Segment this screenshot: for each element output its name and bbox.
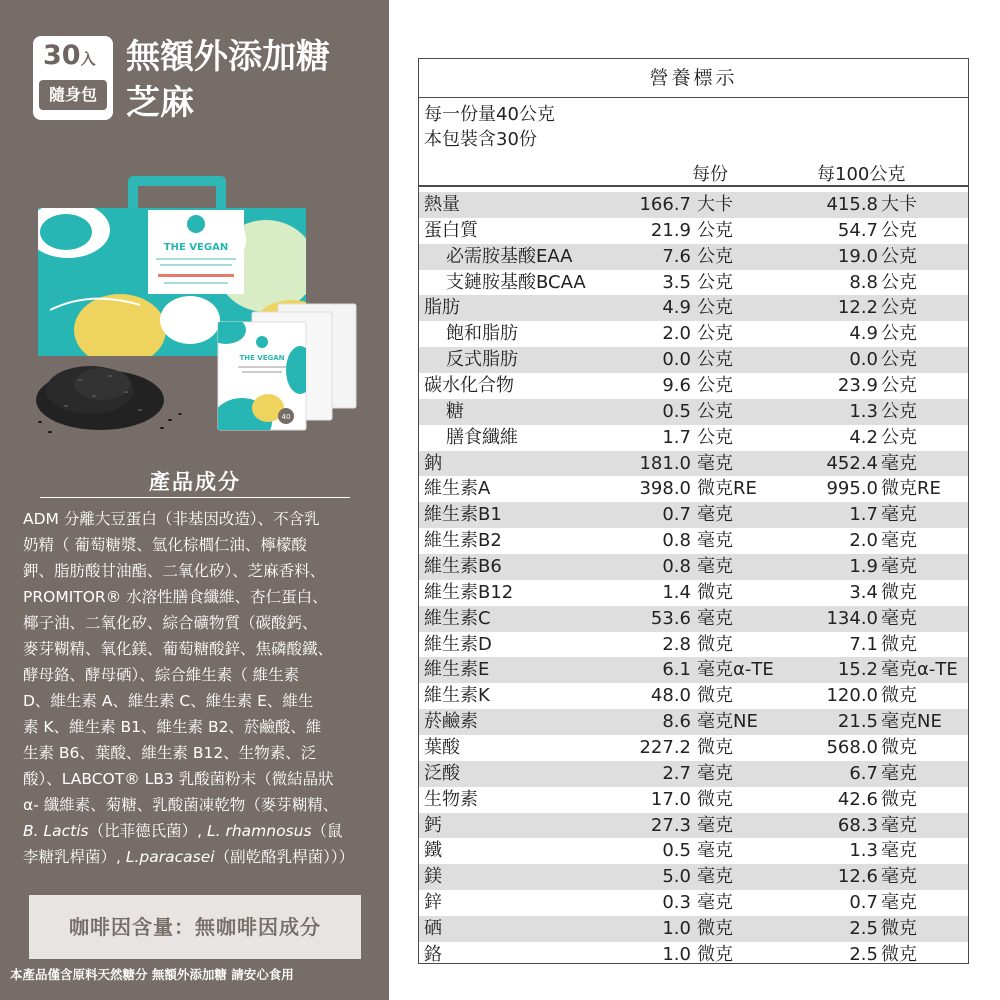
per-100g-value: 3.4 [849,581,878,603]
per-serving-unit: 毫克 [697,452,733,474]
nutrient-row [419,942,968,968]
nutrient-name: 維生素B6 [424,556,502,578]
badge-count: 30 [43,40,81,71]
per-100g-unit: 毫克 [881,840,917,862]
per-serving-value: 166.7 [639,194,691,215]
per-serving-unit: 微克 [697,918,733,940]
per-100g-unit: 公克 [881,400,917,422]
per-serving-value: 0.8 [662,556,691,578]
nutrient-row [419,347,968,373]
per-serving-unit: 毫克α-TE [697,659,774,681]
per-serving-value: 4.9 [662,297,691,319]
per-100g-value: 68.3 [837,814,878,836]
per-100g-unit: 毫克NE [881,711,942,733]
nutrient-name: 維生素C [424,607,491,629]
nutrient-row [419,735,968,761]
per-100g-unit: 毫克 [881,607,917,629]
sachet-badge: 40 [281,413,291,421]
per-serving-unit: 毫克 [697,504,733,526]
nutrient-name: 硒 [424,918,442,940]
per-100g-value: 2.5 [849,918,878,940]
per-100g-value: 415.8 [826,194,878,215]
per-serving-unit: 毫克 [697,556,733,578]
per-100g-unit: 毫克 [881,892,917,914]
per-serving-value: 0.5 [662,400,691,422]
per-100g-unit: 毫克 [881,504,917,526]
badge-label: 隨身包 [39,80,107,110]
nutrient-name: 反式脂肪 [446,349,518,371]
nutrient-row [419,554,968,580]
per-100g-value: 21.5 [837,711,878,733]
per-100g-value: 0.7 [849,892,878,914]
nutrient-name: 鋅 [424,892,442,914]
species-name: L. rhamnosus [206,822,312,840]
nutrient-row [419,580,968,606]
badge-count-line [43,40,96,71]
per-100g-unit: 微克RE [881,478,941,500]
nutrient-name: 飽和脂肪 [446,323,518,345]
per-100g-value: 15.2 [837,659,878,681]
per-100g-unit: 微克 [881,685,917,707]
per-100g-value: 12.2 [837,297,878,319]
per-serving-unit: 公克 [697,297,733,319]
table-divider [419,185,968,187]
nutrition-title: 營養標示 [419,59,968,98]
per-100g-unit: 微克 [881,633,917,655]
nutrient-name: 鈉 [424,452,442,474]
species-note: （副乾酪乳桿菌））） [214,848,355,866]
per-100g-value: 8.8 [849,271,878,293]
per-100g-unit: 公克 [881,426,917,448]
per-serving-value: 8.6 [662,711,691,733]
per-serving-value: 6.1 [662,659,691,681]
nutrient-name: 膳食纖維 [446,426,518,448]
ingredients-line: 酵母鉻、酵母硒）、綜合維生素（ 維生素 [23,666,300,684]
nutrient-name: 蛋白質 [424,219,478,241]
nutrient-name: 鉻 [424,943,442,965]
per-100g-unit: 毫克 [881,866,917,888]
per-serving-value: 0.7 [662,504,691,526]
ingredients-line: 麥芽糊精、氧化鎂、葡萄糖酸鋅、焦磷酸鐵、 [23,640,334,658]
product-title-line1: 無額外添加糖 [126,37,330,77]
per-serving-value: 1.4 [662,581,691,603]
nutrient-name: 脂肪 [424,297,460,319]
per-100g-unit: 毫克 [881,762,917,784]
nutrient-rows [419,192,968,968]
per-serving-value: 227.2 [639,737,691,759]
per-100g-value: 6.7 [849,762,878,784]
per-serving-value: 398.0 [639,478,691,500]
species-name: B. Lactis [23,822,89,840]
ingredients-divider [40,497,350,498]
per-serving-unit: 毫克 [697,762,733,784]
per-serving-value: 27.3 [650,814,691,836]
per-serving-unit: 微克 [697,685,733,707]
nutrient-name: 維生素B1 [424,504,502,526]
nutrient-row [419,218,968,244]
per-serving-unit: 微克 [697,788,733,810]
per-100g-value: 0.0 [849,349,878,371]
per-serving-value: 0.5 [662,840,691,862]
nutrition-table [418,58,969,964]
nutrient-row [419,838,968,864]
box-handle [128,176,226,208]
caffeine-content: 咖啡因含量：無咖啡因成分 [29,895,361,959]
ingredients-heading: 產品成分 [149,470,241,494]
nutrient-name: 生物素 [424,788,478,810]
product-photo [30,170,370,445]
per-100g-unit: 公克 [881,271,917,293]
per-serving-unit: 微克 [697,943,733,965]
nutrient-row [419,399,968,425]
per-serving-value: 181.0 [639,452,691,474]
nutrient-row [419,761,968,787]
nutrient-name: 維生素K [424,685,490,707]
per-100g-unit: 微克 [881,788,917,810]
species-name: L.paracasei [125,848,215,866]
per-serving-value: 3.5 [662,271,691,293]
per-serving-unit: 毫克 [697,607,733,629]
nutrient-name: 鎂 [424,866,442,888]
nutrient-row [419,192,968,218]
ingredients-line: D、維生素 A、維生素 C、維生素 E、維生 [23,692,314,710]
sachet-brand: THE VEGAN [239,354,285,362]
per-serving-value: 0.0 [662,349,691,371]
nutrient-name: 維生素B12 [424,581,514,603]
per-serving-value: 48.0 [650,685,691,707]
per-serving-value: 1.0 [662,918,691,940]
per-serving-unit: 微克 [697,737,733,759]
product-info-panel [0,0,389,1000]
nutrient-row [419,632,968,658]
footer-note: 本產品僅含原料天然糖分 無額外添加糖 請安心食用 [10,967,294,982]
nutrient-row [419,813,968,839]
nutrient-row [419,502,968,528]
ingredients-line [23,844,368,870]
ingredients-line: 鉀、脂肪酸甘油酯、二氧化矽）、芝麻香料、 [23,562,326,580]
ingredients-line: 椰子油、二氧化矽、綜合礦物質（碳酸鈣、 [23,614,318,632]
per-serving-unit: 毫克 [697,814,733,836]
nutrient-row [419,606,968,632]
nutrient-name: 菸鹼素 [424,711,478,733]
per-100g-unit: 毫克α-TE [881,659,958,681]
nutrient-row [419,295,968,321]
per-serving-unit: 公克 [697,426,733,448]
ingredients-line: 奶精（ 葡萄糖漿、氫化棕櫚仁油、檸檬酸 [23,536,307,554]
ingredients-line: PROMITOR® 水溶性膳食纖維、杏仁蛋白、 [23,588,328,606]
nutrient-name: 熱量 [424,194,460,215]
per-100g-value: 54.7 [837,219,878,241]
species-note: 李糖乳桿菌）, [23,848,126,866]
nutrient-row [419,528,968,554]
per-100g-value: 1.9 [849,556,878,578]
servings-per-pack: 本包裝含30份 [424,129,537,150]
per-serving-unit: 公克 [697,375,733,397]
per-serving-value: 1.7 [662,426,691,448]
per-serving-unit: 微克 [697,581,733,603]
nutrient-row [419,425,968,451]
per-100g-value: 1.3 [849,400,878,422]
per-100g-value: 23.9 [837,375,878,397]
per-100g-unit: 公克 [881,375,917,397]
per-100g-value: 4.9 [849,323,878,345]
per-serving-unit: 公克 [697,271,733,293]
per-100g-unit: 微克 [881,918,917,940]
per-100g-unit: 公克 [881,245,917,267]
nutrient-name: 泛酸 [424,762,460,784]
per-100g-value: 19.0 [837,245,878,267]
per-100g-value: 2.5 [849,943,878,965]
pack-count-badge [33,36,113,120]
ingredients-line: 生素 B6、葉酸、維生素 B12、生物素、泛 [23,744,317,762]
per-serving-value: 21.9 [650,219,691,241]
per-serving-value: 7.6 [662,245,691,267]
per-serving-unit: 毫克 [697,892,733,914]
nutrient-row [419,476,968,502]
per-serving-value: 2.7 [662,762,691,784]
per-serving-unit: 公克 [697,245,733,267]
nutrient-row [419,890,968,916]
per-100g-value: 120.0 [826,685,878,707]
product-title [126,34,330,126]
per-serving-unit: 公克 [697,323,733,345]
per-serving-unit: 毫克NE [697,711,758,733]
per-serving-value: 0.8 [662,530,691,552]
nutrient-row [419,270,968,296]
per-serving-value: 1.0 [662,943,691,965]
nutrient-name: 必需胺基酸EAA [446,245,573,267]
per-100g-unit: 毫克 [881,530,917,552]
species-note: （比菲德氏菌）, [88,822,207,840]
per-serving-value: 53.6 [650,607,691,629]
ingredients-line: α- 纖維素、菊糖、乳酸菌凍乾物（麥芽糊精、 [23,796,339,814]
nutrient-name: 維生素A [424,478,491,500]
per-serving-value: 2.8 [662,633,691,655]
per-100g-unit: 公克 [881,349,917,371]
per-100g-unit: 毫克 [881,814,917,836]
nutrient-row [419,916,968,942]
per-100g-unit: 毫克 [881,556,917,578]
per-serving-value: 5.0 [662,866,691,888]
per-serving-unit: 公克 [697,400,733,422]
nutrient-name: 葉酸 [424,737,460,759]
nutrient-row [419,657,968,683]
per-100g-value: 42.6 [837,788,878,810]
per-serving-value: 0.3 [662,892,691,914]
per-100g-unit: 微克 [881,581,917,603]
nutrient-name: 糖 [446,400,464,422]
ingredients-list [23,506,368,870]
box-brand: THE VEGAN [163,242,229,253]
per-100g-value: 995.0 [826,478,878,500]
per-100g-value: 2.0 [849,530,878,552]
per-100g-value: 1.3 [849,840,878,862]
per-100g-unit: 大卡 [881,194,917,215]
badge-unit: 入 [80,50,96,68]
per-serving-unit: 微克 [697,633,733,655]
per-serving-value: 17.0 [650,788,691,810]
per-100g-unit: 公克 [881,323,917,345]
per-100g-unit: 微克 [881,943,917,965]
nutrient-name: 碳水化合物 [424,375,514,397]
per-serving-unit: 毫克 [697,866,733,888]
column-header-per-serving: 每份 [692,164,728,185]
product-title-line2: 芝麻 [126,83,194,123]
nutrient-name: 維生素E [424,659,490,681]
per-100g-value: 7.1 [849,633,878,655]
ingredients-line: 酸）、LABCOT® LB3 乳酸菌粉末（微結晶狀 [23,770,334,788]
nutrient-name: 維生素B2 [424,530,502,552]
per-100g-unit: 微克 [881,737,917,759]
per-100g-value: 134.0 [826,607,878,629]
nutrient-row [419,787,968,813]
per-serving-unit: 公克 [697,349,733,371]
nutrient-name: 鐵 [424,840,442,862]
nutrient-row [419,709,968,735]
nutrient-name: 維生素D [424,633,492,655]
per-100g-value: 4.2 [849,426,878,448]
per-100g-value: 1.7 [849,504,878,526]
nutrient-row [419,373,968,399]
nutrient-row [419,864,968,890]
nutrient-name: 鈣 [424,814,442,836]
ingredients-line [23,818,368,844]
nutrient-row [419,451,968,477]
nutrient-row [419,683,968,709]
per-100g-value: 12.6 [837,866,878,888]
per-serving-value: 2.0 [662,323,691,345]
column-header-per-100g: 每100公克 [817,164,906,185]
per-100g-value: 452.4 [826,452,878,474]
serving-size: 每一份量40公克 [424,104,555,125]
nutrient-row [419,321,968,347]
ingredients-line: ADM 分離大豆蛋白（非基因改造）、不含乳 [23,510,320,528]
per-serving-unit: 毫克 [697,840,733,862]
per-serving-unit: 大卡 [697,194,733,215]
per-serving-value: 9.6 [662,375,691,397]
nutrient-name: 支鏈胺基酸BCAA [446,271,586,293]
per-serving-unit: 公克 [697,219,733,241]
per-serving-unit: 毫克 [697,530,733,552]
nutrient-row [419,244,968,270]
species-note: （鼠 [311,822,343,840]
per-100g-unit: 毫克 [881,452,917,474]
per-serving-unit: 微克RE [697,478,757,500]
ingredients-line: 素 K、維生素 B1、維生素 B2、菸鹼酸、維 [23,718,322,736]
per-100g-value: 568.0 [826,737,878,759]
per-100g-unit: 公克 [881,219,917,241]
per-100g-unit: 公克 [881,297,917,319]
